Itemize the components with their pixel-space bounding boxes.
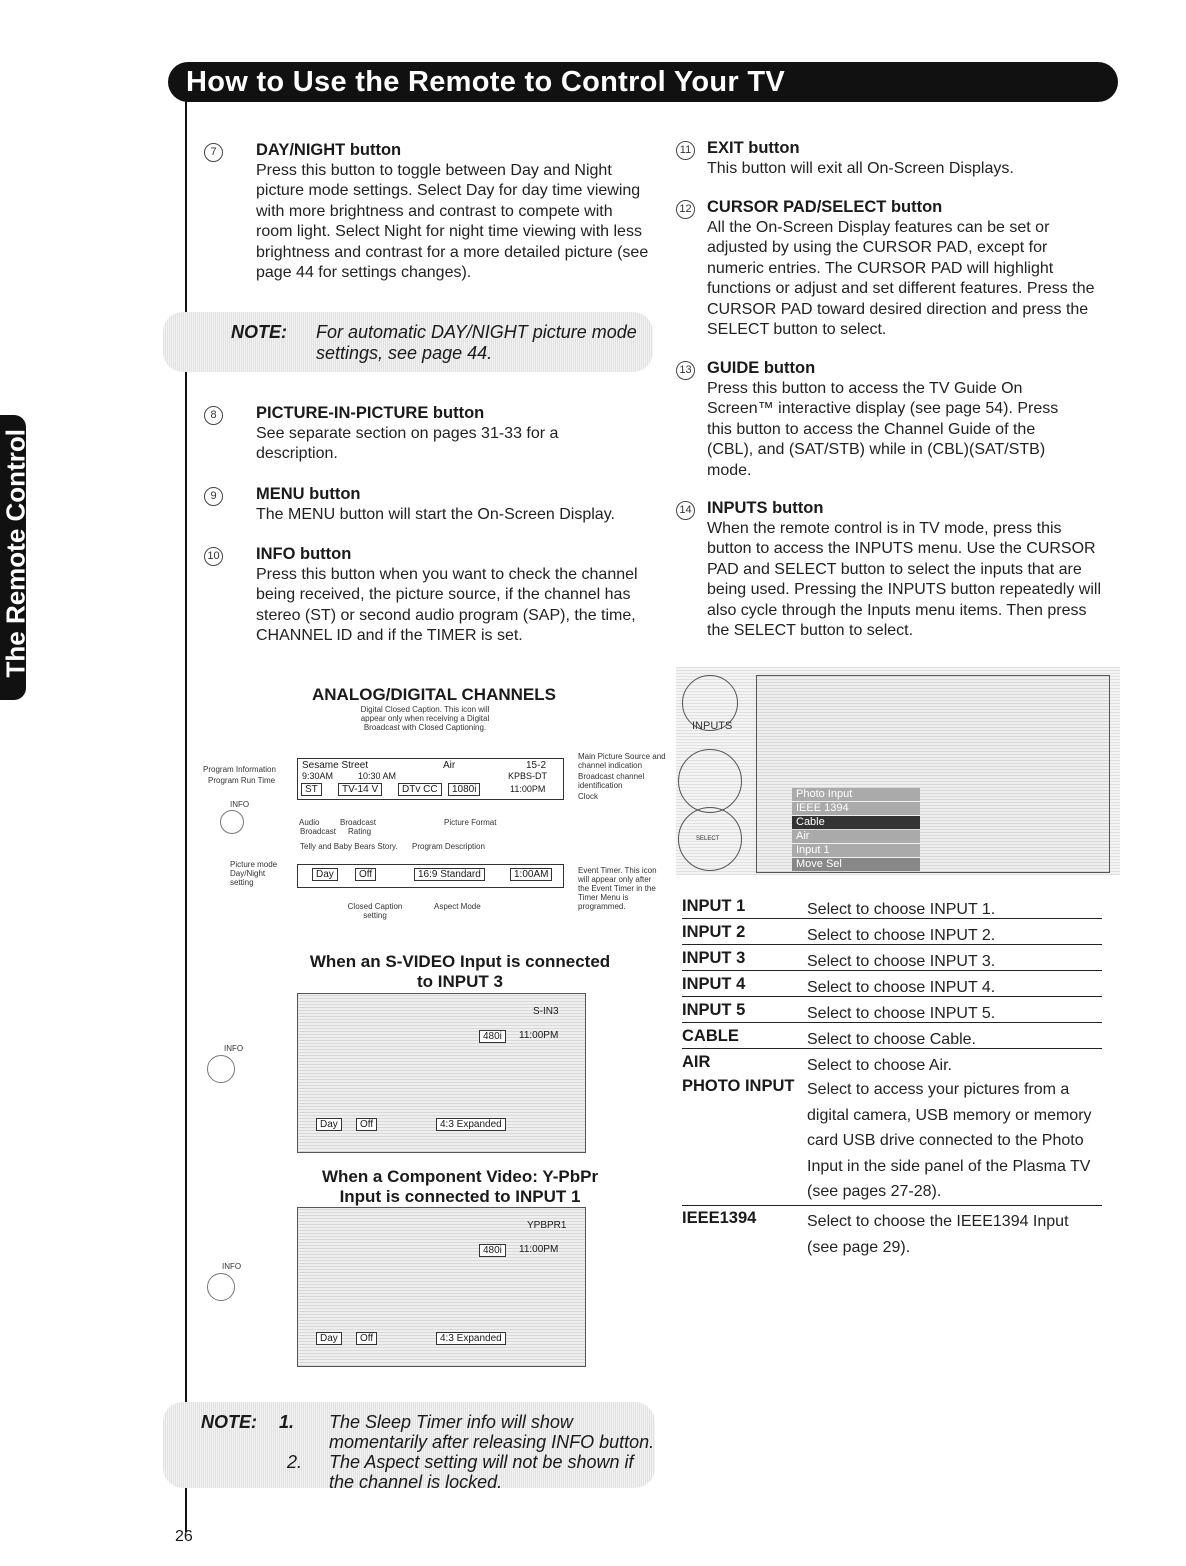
osd-day: Day <box>312 868 338 881</box>
section-text: Press this button when you want to check the channel being received, the picture source, if the channel has stereo (ST) or second audio program (SAP), the time, CHANNEL ID and if the TIMER is set. <box>256 565 638 644</box>
inputs-menu-item[interactable]: Input 1 <box>792 844 920 857</box>
section-text: The MENU button will start the On-Screen Display. <box>256 505 615 523</box>
component-info-label: INFO <box>222 1262 242 1271</box>
select-button-label: SELECT <box>696 836 720 842</box>
section-text: This button will exit all On-Screen Displays. <box>707 159 1014 177</box>
program-description-sample: Telly and Baby Bears Story. <box>300 842 398 851</box>
osd-info-box <box>297 758 564 800</box>
svideo-format: 480i <box>479 1030 506 1043</box>
section-text: See separate section on pages 31-33 for a description. <box>256 424 559 462</box>
label-rating: Rating <box>348 827 372 836</box>
input-row <box>682 923 1102 945</box>
component-format: 480i <box>479 1244 506 1257</box>
component-caption <box>270 1167 650 1207</box>
osd-status-bar <box>297 864 564 888</box>
section-pip <box>207 403 652 465</box>
component-title-1: When a Component Video: Y-PbPr <box>321 1167 599 1186</box>
input-key: INPUT 4 <box>682 975 746 993</box>
osd-end-time: 10:30 AM <box>358 771 397 781</box>
side-tab-label: The Remote Control <box>0 429 31 678</box>
input-row <box>682 1077 1102 1206</box>
item-number: 7 <box>204 143 223 162</box>
label-broadcast-2: Broadcast <box>300 827 337 836</box>
label-program-info: Program Information <box>203 765 276 774</box>
svideo-off: Off <box>356 1118 377 1131</box>
section-heading: INFO button <box>256 545 352 563</box>
svideo-info-label: INFO <box>224 1044 244 1053</box>
input-key: PHOTO INPUT <box>682 1077 795 1095</box>
svideo-time: 11:00PM <box>519 1030 559 1041</box>
section-text: Press this button to access the TV Guide On Screen™ interactive display (see page 54). Press this button to access the Channel Guide of the (CBL), and (SAT/STB) while in (CBL)(SAT/STB) mode. <box>707 379 1059 479</box>
label-picture-format: Picture Format <box>444 818 497 827</box>
section-heading: INPUTS button <box>707 499 824 517</box>
input-key: IEEE1394 <box>682 1209 757 1227</box>
osd-rating: TV-14 V <box>338 783 382 796</box>
label-aspect-mode: Aspect Mode <box>434 902 481 911</box>
svideo-title-1: When an S-VIDEO Input is connected <box>309 952 611 971</box>
svideo-source: S-IN3 <box>533 1006 559 1017</box>
item-number: 9 <box>204 487 223 506</box>
osd-title: Sesame Street <box>302 760 369 771</box>
item-number: 10 <box>204 547 223 566</box>
input-desc: Select to choose Cable. <box>807 1031 976 1048</box>
inputs-menu-footer: Move Sel <box>792 858 920 871</box>
note-line: The Aspect setting will not be shown if <box>329 1452 634 1472</box>
osd-aspect: 16:9 Standard <box>414 868 485 881</box>
input-row <box>682 1053 1102 1074</box>
note-text-2 <box>329 1452 634 1492</box>
section-heading: DAY/NIGHT button <box>256 141 402 159</box>
inputs-button-label: INPUTS <box>692 720 733 732</box>
inputs-menu-item[interactable]: IEEE 1394 <box>792 802 920 815</box>
note-text: For automatic DAY/NIGHT picture mode settings, see page 44. <box>316 322 637 363</box>
note-label: NOTE: <box>201 1412 257 1432</box>
inputs-menu-item[interactable]: Photo Input <box>792 788 920 801</box>
note-label: NOTE: <box>231 322 287 342</box>
input-desc: Select to choose the IEEE1394 Input (see page 29). <box>807 1213 1069 1256</box>
input-desc: Select to choose INPUT 4. <box>807 979 996 996</box>
section-heading: GUIDE button <box>707 359 816 377</box>
label-info: INFO <box>230 800 250 809</box>
label-audio: Audio <box>299 818 320 827</box>
input-row <box>682 975 1102 997</box>
svideo-screen <box>297 993 586 1153</box>
section-menu <box>207 484 652 525</box>
component-title-2: Input is connected to INPUT 1 <box>339 1187 581 1206</box>
component-screen <box>297 1207 586 1367</box>
svideo-title-2: to INPUT 3 <box>417 972 503 991</box>
item-number: 11 <box>676 141 695 160</box>
input-desc: Select to choose INPUT 5. <box>807 1005 996 1022</box>
osd-channel-id: KPBS-DT <box>508 771 548 781</box>
note-line: the channel is locked. <box>329 1472 503 1492</box>
inputs-menu-item[interactable]: Air <box>792 830 920 843</box>
item-number: 14 <box>676 501 695 520</box>
input-row <box>682 1001 1102 1023</box>
component-off: Off <box>356 1332 377 1345</box>
section-exit <box>676 138 1101 179</box>
component-source: YPBPR1 <box>527 1220 567 1231</box>
input-desc: Select to choose INPUT 3. <box>807 953 996 970</box>
item-number: 8 <box>204 406 223 425</box>
label-clock: Clock <box>578 792 599 801</box>
note-box <box>163 312 653 372</box>
osd-clock: 11:00PM <box>510 784 546 794</box>
label-broadcast: Broadcast <box>340 818 377 827</box>
item-number: 13 <box>676 361 695 380</box>
label-cc-setting: Closed Caption setting <box>347 902 403 920</box>
page-title: How to Use the Remote to Control Your TV <box>186 66 785 98</box>
section-inputs <box>676 498 1101 642</box>
component-aspect: 4:3 Expanded <box>436 1332 506 1345</box>
note-line: The Sleep Timer info will show <box>329 1412 573 1432</box>
section-heading: EXIT button <box>707 139 800 157</box>
info-button-icon <box>207 1273 235 1301</box>
cursor-pad-icon <box>678 749 742 813</box>
section-info <box>207 544 652 647</box>
component-day: Day <box>316 1332 342 1345</box>
note-num-2: 2. <box>287 1452 303 1472</box>
diagram-title: ANALOG/DIGITAL CHANNELS <box>312 685 556 704</box>
input-key: CABLE <box>682 1027 739 1045</box>
section-heading: CURSOR PAD/SELECT button <box>707 198 943 216</box>
osd-channel: 15-2 <box>526 760 547 771</box>
dcc-note: Digital Closed Caption. This icon will appear only when receiving a Digital Broadcast with Closed Captioning. <box>360 705 490 732</box>
osd-start-time: 9:30AM <box>302 771 334 781</box>
inputs-remote-graphic <box>676 667 1120 875</box>
section-day-night <box>207 140 652 284</box>
input-key: INPUT 2 <box>682 923 746 941</box>
input-desc: Select to access your pictures from a digital camera, USB memory or memory card USB drive connected to the Photo Input in the side panel of the Plasma TV (see pages 27-28). <box>807 1081 1092 1200</box>
inputs-menu <box>792 788 920 871</box>
note-box-2 <box>163 1402 655 1492</box>
label-main-source: Main Picture Source and channel indication <box>578 752 666 770</box>
input-desc: Select to choose INPUT 1. <box>807 901 996 918</box>
section-guide <box>676 358 1101 481</box>
osd-dtv-cc: DTv CC <box>398 783 442 796</box>
label-program-run-time: Program Run Time <box>208 776 276 785</box>
label-picture-mode: Picture mode Day/Night setting <box>230 860 278 887</box>
inputs-menu-item-selected[interactable]: Cable <box>792 816 920 829</box>
section-text: When the remote control is in TV mode, press this button to access the INPUTS menu. Use the CURSOR PAD and SELECT button to select the inputs that are being used. Pressing the INPUTS button repeatedly will also cycle through the Inputs menu items. Then press the SELECT button to select. <box>707 519 1101 639</box>
section-text: Press this button to toggle between Day and Night picture mode settings. Select Day for day time viewing with more brightness and contrast to compete with room light. Select Night for night time viewing with less brightness and contrast for a more detailed picture (see page 44 for settings changes). <box>256 161 649 281</box>
inputs-menu-screen <box>756 675 1110 873</box>
input-row <box>682 897 1102 919</box>
item-number: 12 <box>676 200 695 219</box>
osd-cc-off: Off <box>355 868 376 881</box>
input-row <box>682 1209 1102 1265</box>
input-row <box>682 1027 1102 1049</box>
page-number: 26 <box>175 1528 193 1545</box>
svideo-day: Day <box>316 1118 342 1131</box>
component-time: 11:00PM <box>519 1244 559 1255</box>
label-event-timer: Event Timer. This icon will appear only after the Event Timer in the Timer Menu is programmed. <box>578 866 657 911</box>
svideo-caption <box>270 952 650 992</box>
input-desc: Select to choose INPUT 2. <box>807 927 996 944</box>
section-heading: PICTURE-IN-PICTURE button <box>256 404 485 422</box>
label-broadcast-id: Broadcast channel identification <box>578 772 645 790</box>
input-desc: Select to choose Air. <box>807 1057 952 1074</box>
note-num-1: 1. <box>279 1412 295 1432</box>
section-heading: MENU button <box>256 485 361 503</box>
osd-format: 1080i <box>448 783 480 796</box>
input-key: INPUT 5 <box>682 1001 746 1019</box>
osd-source: Air <box>443 760 456 771</box>
label-program-description: Program Description <box>412 842 485 851</box>
section-cursor-pad <box>676 197 1101 341</box>
input-row <box>682 949 1102 971</box>
info-button-icon <box>220 810 244 834</box>
osd-stereo: ST <box>301 783 322 796</box>
note-text-1 <box>329 1412 654 1452</box>
note-line: momentarily after releasing INFO button. <box>329 1432 655 1452</box>
osd-timer: 1:00AM <box>510 868 552 881</box>
input-key: AIR <box>682 1053 711 1071</box>
info-button-icon <box>207 1055 235 1083</box>
input-key: INPUT 1 <box>682 897 746 915</box>
svideo-aspect: 4:3 Expanded <box>436 1118 506 1131</box>
input-key: INPUT 3 <box>682 949 746 967</box>
section-text: All the On-Screen Display features can be set or adjusted by using the CURSOR PAD, except for numeric entries. The CURSOR PAD will highlight functions or adjust and set different features. Press the CURSOR PAD toward desired direction and press the SELECT button to select. <box>707 218 1095 338</box>
